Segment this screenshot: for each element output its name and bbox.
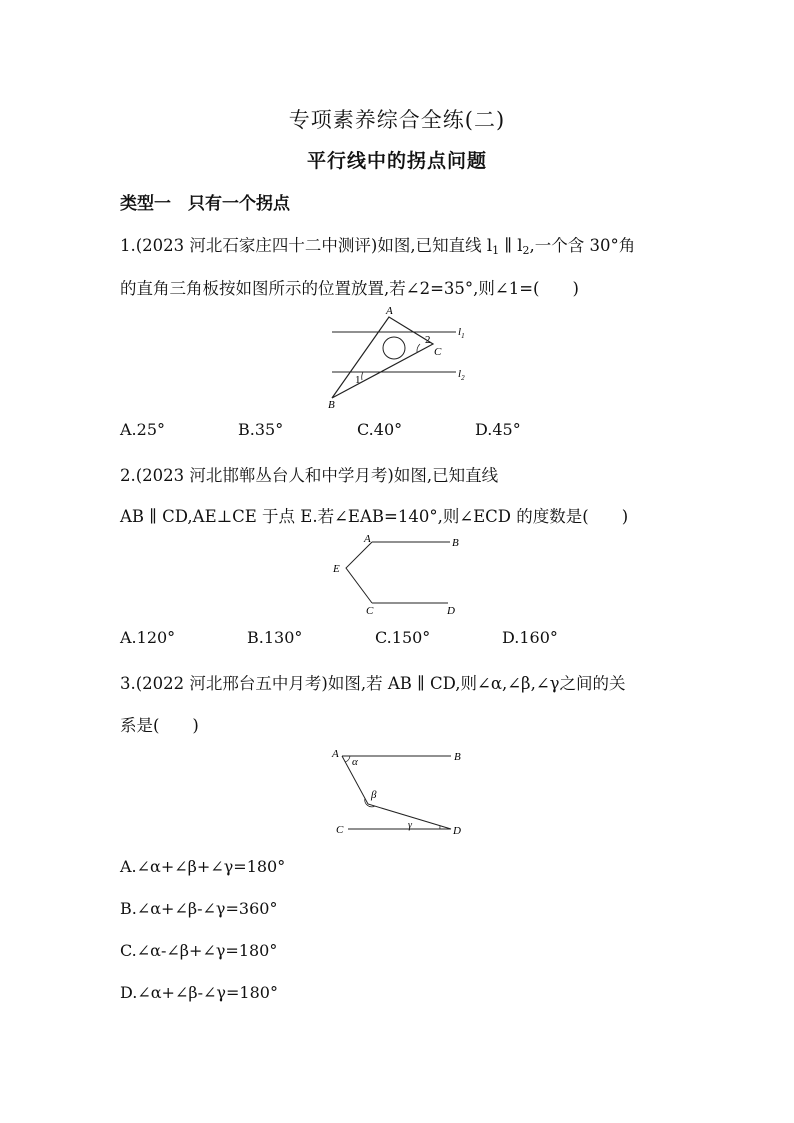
q3-alpha-label: α (352, 756, 358, 768)
section-heading: 类型一 只有一个拐点 (120, 194, 290, 214)
q3-label-c: C (336, 824, 344, 836)
q1-text-c: ,一个含 30°角 (529, 236, 636, 255)
q2-label-a: A (364, 533, 371, 545)
q1-angle2-label: 2 (425, 334, 431, 346)
q3-gamma-label: γ (408, 820, 412, 831)
q1-option-a: A.25° (120, 420, 165, 439)
page-subtitle: 平行线中的拐点问题 (306, 150, 487, 172)
q1-label-c: C (434, 346, 442, 358)
q3-line1: 3.(2022 河北邢台五中月考)如图,若 AB ∥ CD,则∠α,∠β,∠γ之间的关 (120, 674, 626, 693)
q2-option-c: C.150° (375, 628, 431, 647)
q2-option-a: A.120° (120, 628, 176, 647)
q1-line2: 的直角三角板按如图所示的位置放置,若∠2=35°,则∠1=( ) (120, 279, 579, 298)
q3-label-d: D (453, 825, 461, 837)
triangle-hole (383, 337, 405, 359)
q2-label-c: C (366, 605, 374, 617)
q2-line1: 2.(2023 河北邯郸丛台人和中学月考)如图,已知直线 (120, 466, 499, 485)
q2-figure (328, 530, 468, 620)
q1-line1 (120, 232, 635, 257)
triangle-abc (332, 317, 433, 398)
q1-label-b: B (328, 399, 335, 411)
q1-figure (320, 302, 480, 412)
q1-label-l2: $l_2$ (458, 368, 465, 382)
q1-sub2: 2 (522, 244, 530, 257)
q3-line2: 系是( ) (120, 716, 199, 735)
q2-label-e: E (333, 563, 340, 575)
page-title: 专项素养综合全练(二) (288, 108, 506, 132)
q2-option-d: D.160° (502, 628, 558, 647)
q3-option-b: B.∠α+∠β-∠γ=360° (120, 899, 278, 918)
q1-option-b: B.35° (238, 420, 284, 439)
q1-option-c: C.40° (357, 420, 403, 439)
q1-text-a: 1.(2023 河北石家庄四十二中测评)如图,已知直线 l (120, 236, 493, 255)
alpha-arc (345, 756, 350, 762)
q1-option-d: D.45° (475, 420, 521, 439)
q3-option-d: D.∠α+∠β-∠γ=180° (120, 983, 278, 1002)
q2-option-b: B.130° (247, 628, 303, 647)
line-aec (346, 542, 372, 603)
q3-beta-label: β (371, 789, 377, 801)
q3-option-a: A.∠α+∠β+∠γ=180° (120, 857, 286, 876)
q1-label-l1: $l_1$ (458, 326, 465, 340)
q3-option-c: C.∠α-∠β+∠γ=180° (120, 941, 278, 960)
q2-label-b: B (452, 537, 459, 549)
q3-figure (326, 742, 471, 842)
q1-label-a: A (386, 305, 393, 317)
q1-sub1: 1 (492, 244, 500, 257)
line-aed (342, 756, 451, 829)
q2-label-d: D (447, 605, 455, 617)
angle1-arc (362, 372, 363, 380)
q1-text-b: ∥ l (499, 236, 523, 255)
q1-angle1-label: 1 (355, 374, 361, 386)
q3-label-b: B (454, 751, 461, 763)
q2-line2: AB ∥ CD,AE⊥CE 于点 E.若∠EAB=140°,则∠ECD 的度数是( ) (120, 507, 629, 526)
q3-label-a: A (332, 748, 339, 760)
